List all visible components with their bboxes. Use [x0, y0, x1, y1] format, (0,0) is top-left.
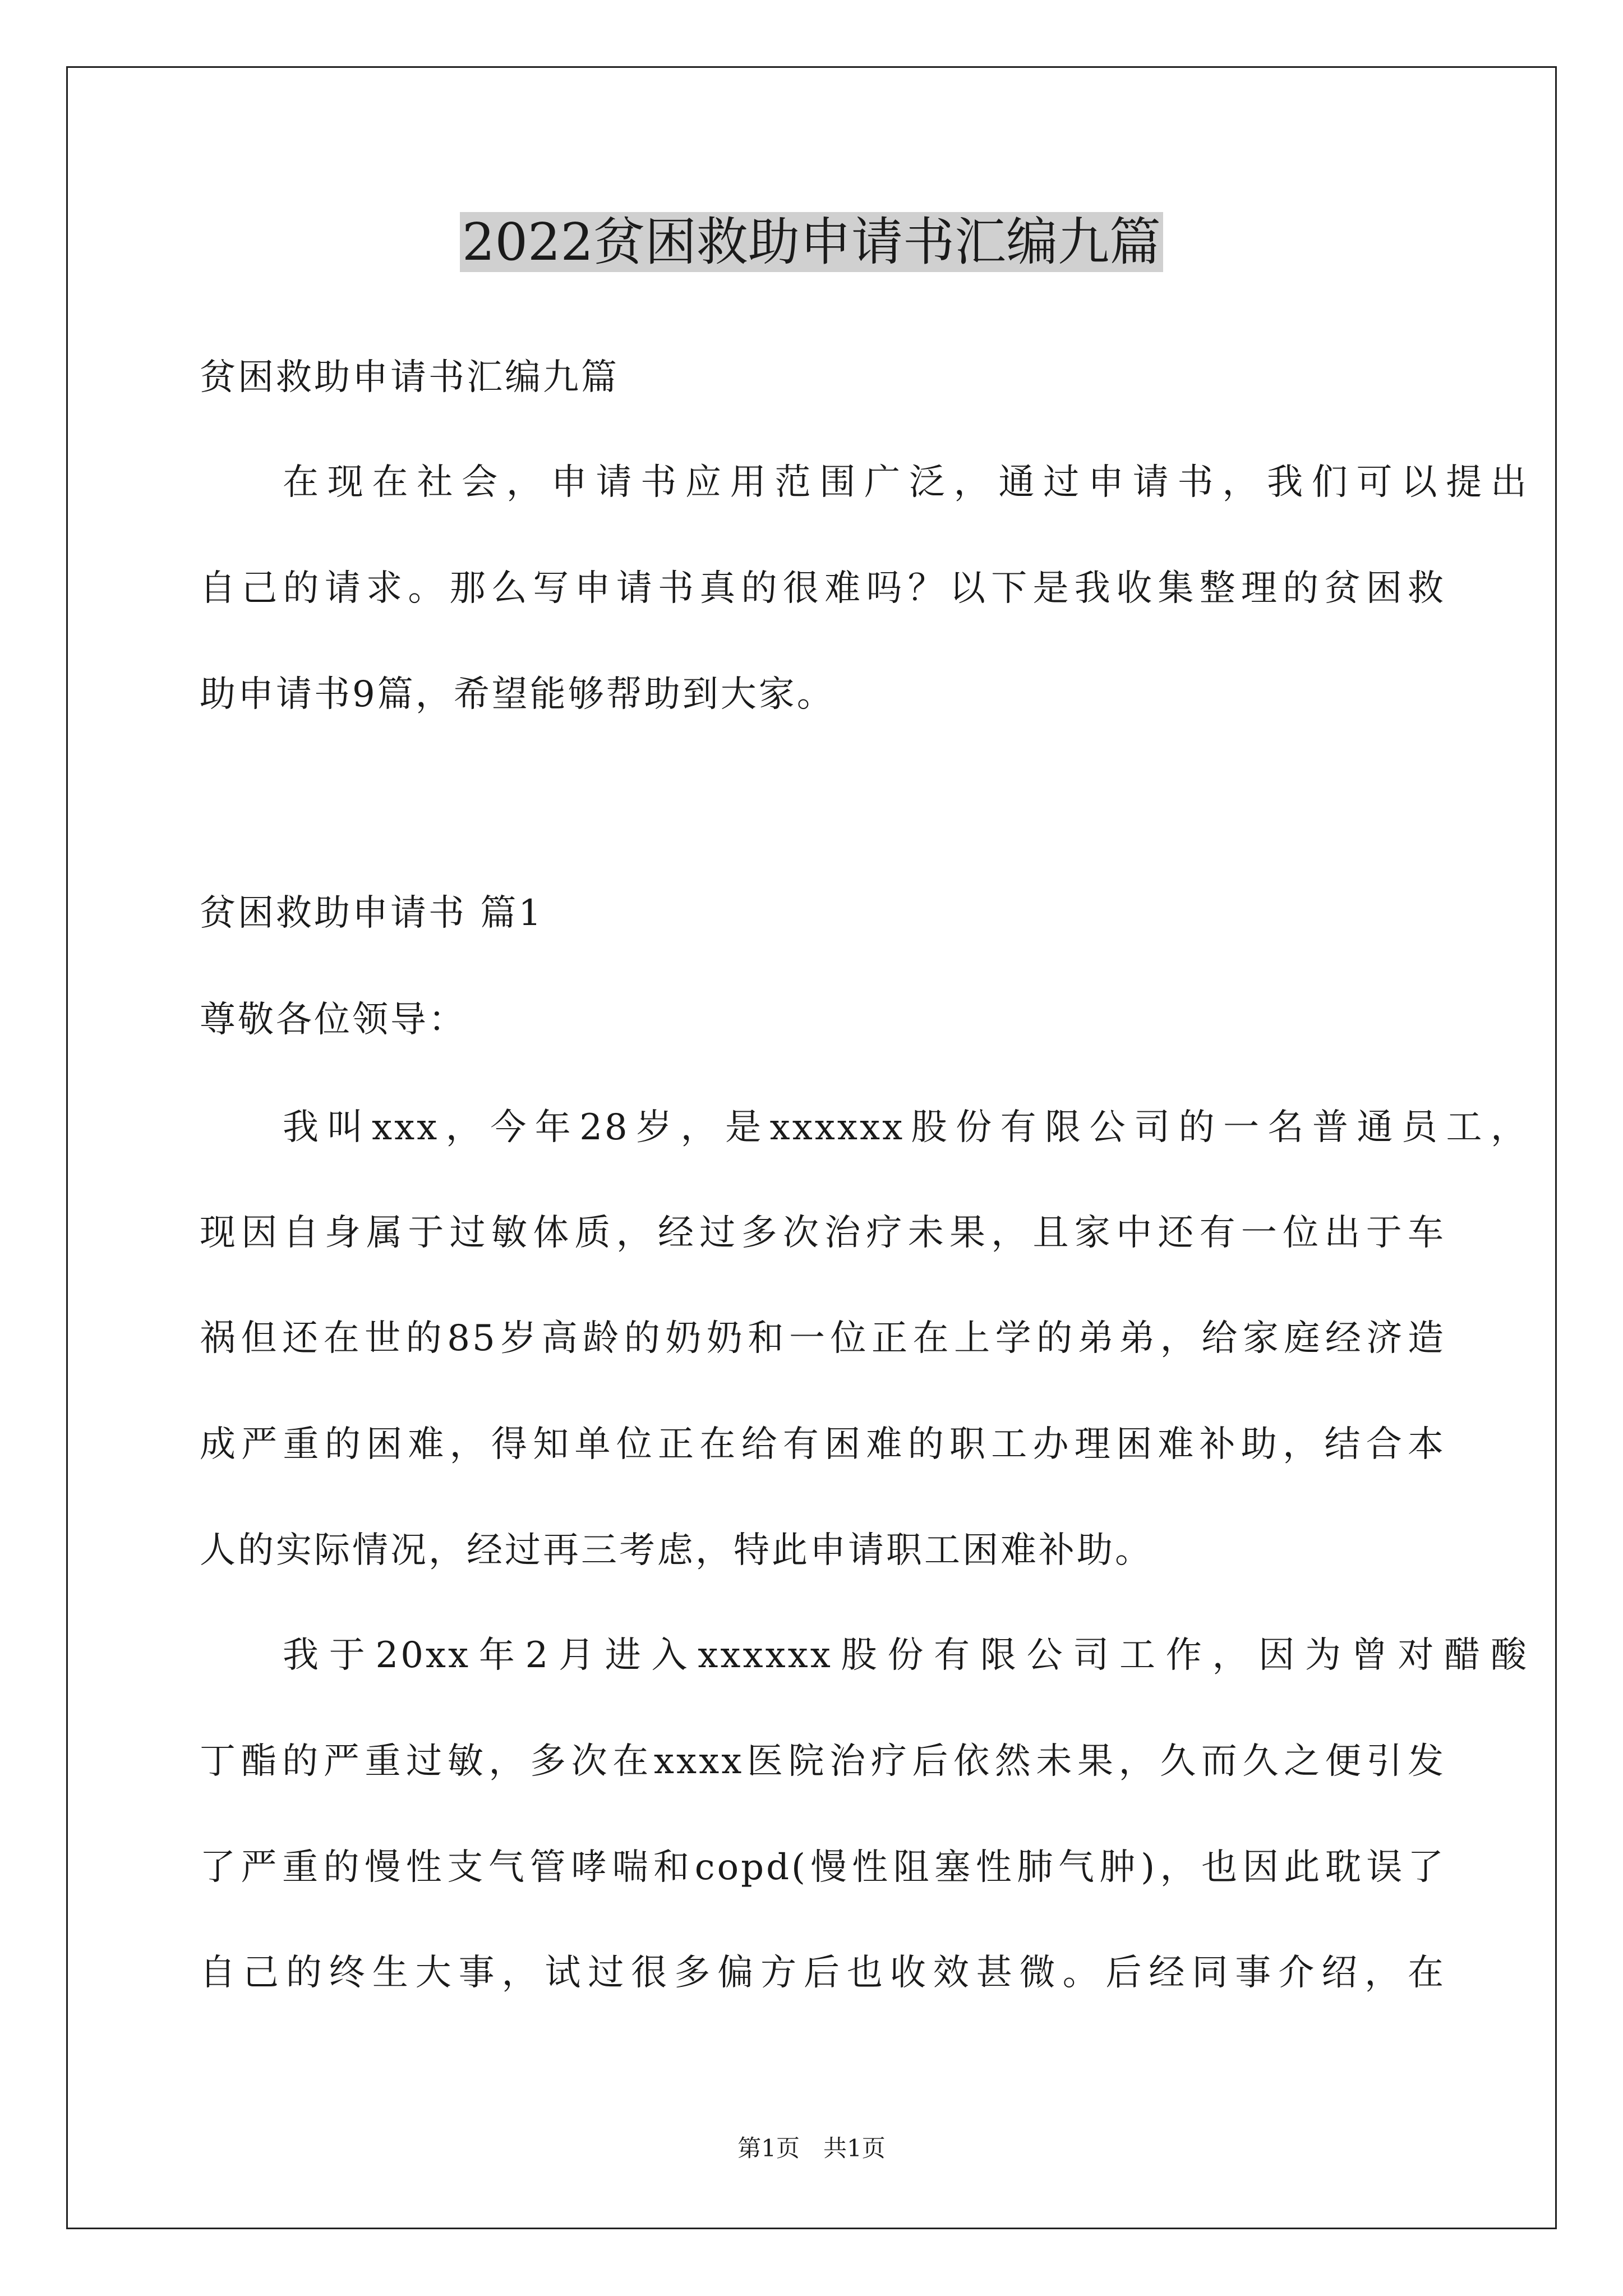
salutation: 尊敬各位领导：	[200, 999, 467, 1041]
page-footer	[0, 2132, 1623, 2165]
page-number: 第1页 共1页	[737, 2134, 886, 2162]
section-heading: 贫困救助申请书 篇1	[200, 892, 544, 934]
para1-line-5: 人的实际情况，经过再三考虑，特此申请职工困难补助。	[200, 1530, 1153, 1571]
subtitle: 贫困救助申请书汇编九篇	[200, 357, 619, 398]
intro-line-1: 在现在社会，申请书应用范围广泛，通过申请书，我们可以提出	[283, 462, 1529, 503]
intro-line-3: 助申请书9篇，希望能够帮助到大家。	[200, 674, 835, 715]
para2-line-1: 我于20xx年2月进入xxxxxx股份有限公司工作，因为曾对醋酸	[283, 1635, 1529, 1676]
para2-line-2: 丁酯的严重过敏，多次在xxxx医院治疗后依然未果，久而久之便引发	[200, 1741, 1446, 1782]
para1-line-3: 祸但还在世的85岁高龄的奶奶和一位正在上学的弟弟，给家庭经济造	[200, 1318, 1446, 1359]
document-title	[0, 203, 1623, 282]
para1-line-4: 成严重的困难，得知单位正在给有困难的职工办理困难补助，结合本	[200, 1424, 1446, 1465]
para1-line-1: 我叫xxx，今年28岁，是xxxxxx股份有限公司的一名普通员工，	[283, 1107, 1529, 1148]
para1-line-2: 现因自身属于过敏体质，经过多次治疗未果，且家中还有一位出于车	[200, 1212, 1446, 1254]
para2-line-4: 自己的终生大事，试过很多偏方后也收效甚微。后经同事介绍，在	[200, 1952, 1446, 1994]
intro-line-2: 自己的请求。那么写申请书真的很难吗？以下是我收集整理的贫困救	[200, 568, 1446, 609]
document-title-text: 2022贫困救助申请书汇编九篇	[460, 212, 1163, 272]
para2-line-3: 了严重的慢性支气管哮喘和copd(慢性阻塞性肺气肿)，也因此耽误了	[200, 1847, 1446, 1888]
